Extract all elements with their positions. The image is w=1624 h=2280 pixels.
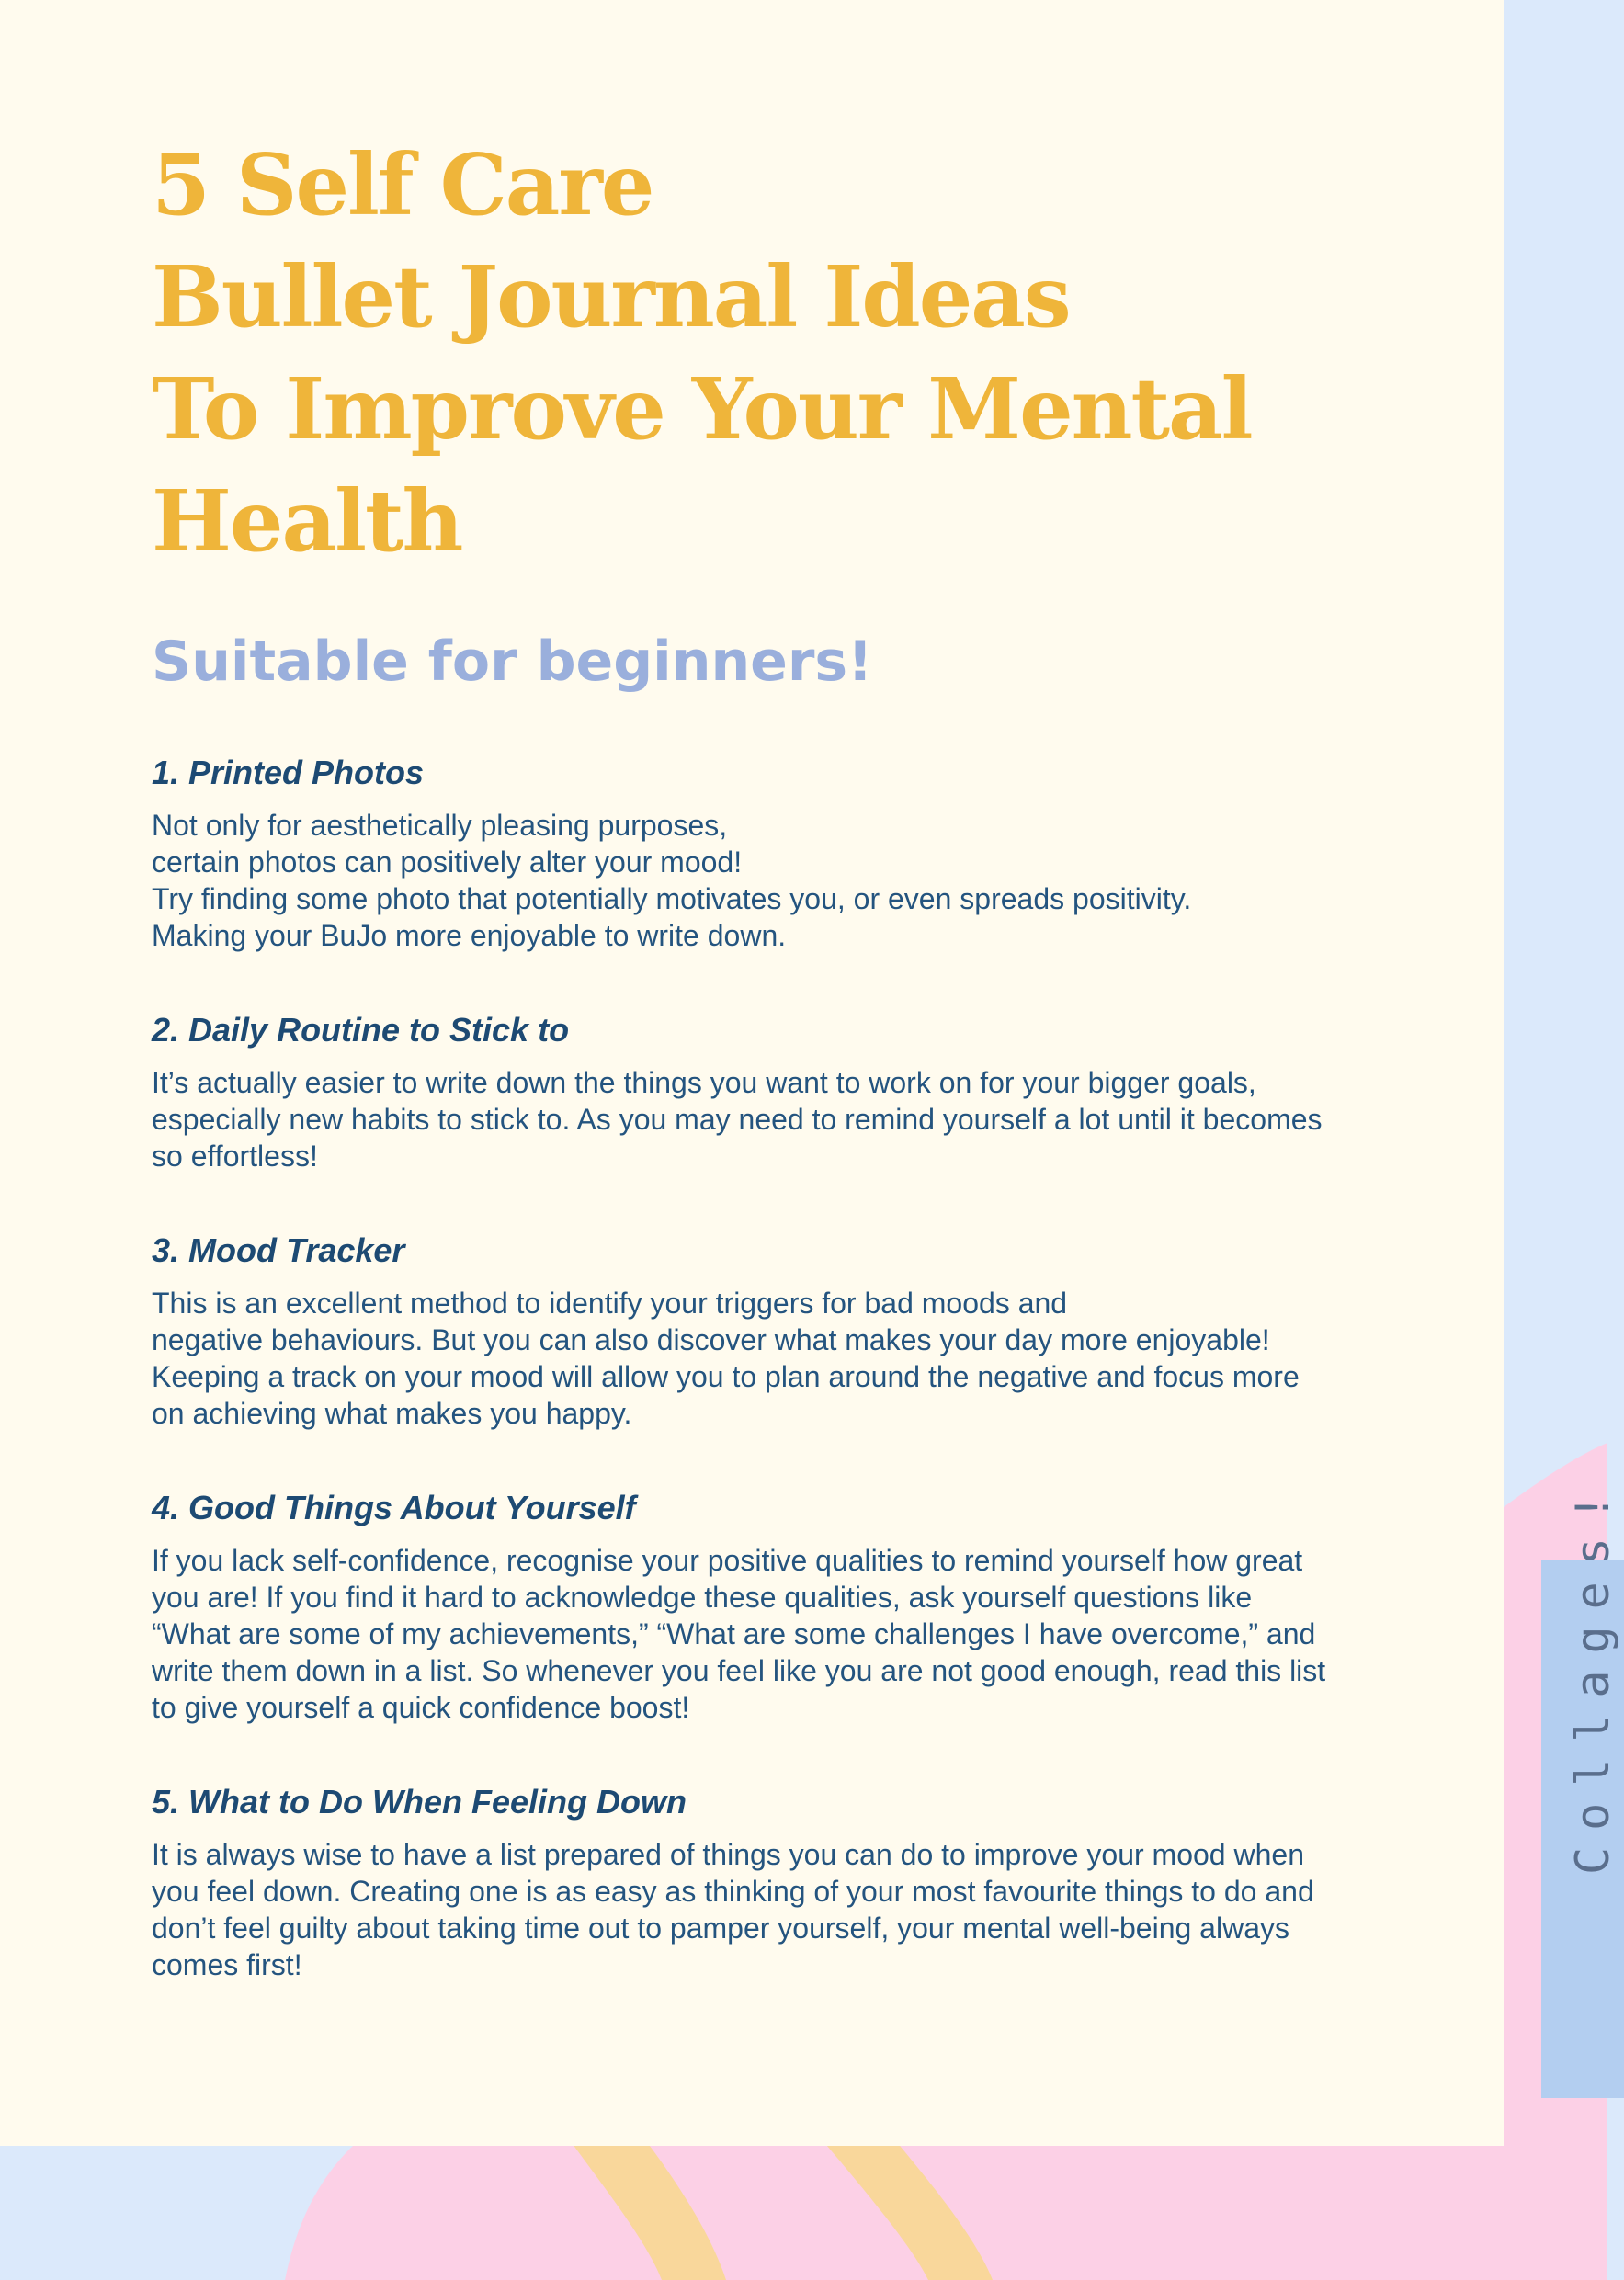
title-line: 5 Self Care xyxy=(152,135,653,234)
body-line: especially new habits to stick to. As you may need to remind yourself a lot until it becomes xyxy=(152,1103,1323,1136)
body-line: This is an excellent method to identify your triggers for bad moods and xyxy=(152,1287,1068,1320)
body-line: It’s actually easier to write down the things you want to work on for your bigger goals, xyxy=(152,1066,1256,1099)
section-heading: 2. Daily Routine to Stick to xyxy=(152,1011,570,1049)
body-line: so effortless! xyxy=(152,1140,318,1173)
page-title xyxy=(152,129,1457,577)
body-line: “What are some of my achievements,” “What are some challenges I have overcome,” and xyxy=(152,1617,1316,1650)
body-line: comes first! xyxy=(152,1948,302,1981)
section-body xyxy=(152,1542,1457,1726)
section-body xyxy=(152,1285,1457,1432)
section-body xyxy=(152,1064,1457,1174)
body-line: Making your BuJo more enjoyable to write down. xyxy=(152,919,787,952)
section-heading: 1. Printed Photos xyxy=(152,754,425,791)
side-tab-label: Collages! xyxy=(1566,1477,1619,1875)
body-line: If you lack self-confidence, recognise your positive qualities to remind yourself how great xyxy=(152,1544,1303,1577)
section-daily-routine xyxy=(152,1007,1457,1174)
body-line: don’t feel guilty about taking time out to pamper yourself, your mental well-being always xyxy=(152,1911,1289,1945)
body-line: negative behaviours. But you can also discover what makes your day more enjoyable! xyxy=(152,1323,1270,1356)
section-heading: 4. Good Things About Yourself xyxy=(152,1489,636,1526)
title-line: Health xyxy=(152,471,462,571)
section-feeling-down xyxy=(152,1779,1457,1983)
section-good-things xyxy=(152,1485,1457,1726)
body-line: to give yourself a quick confidence boost! xyxy=(152,1691,690,1724)
section-heading: 5. What to Do When Feeling Down xyxy=(152,1783,687,1821)
subtitle: Suitable for beginners! xyxy=(152,630,873,694)
body-line: Not only for aesthetically pleasing purposes, xyxy=(152,809,728,842)
body-line: Keeping a track on your mood will allow you to plan around the negative and focus more xyxy=(152,1360,1300,1393)
section-mood-tracker xyxy=(152,1228,1457,1432)
section-heading: 3. Mood Tracker xyxy=(152,1231,405,1269)
body-line: on achieving what makes you happy. xyxy=(152,1397,632,1430)
title-line: To Improve Your Mental xyxy=(152,359,1252,459)
body-line: you are! If you find it hard to acknowledge these qualities, ask yourself questions like xyxy=(152,1581,1253,1614)
section-printed-photos xyxy=(152,750,1457,954)
title-line: Bullet Journal Ideas xyxy=(152,247,1070,346)
body-line: certain photos can positively alter your mood! xyxy=(152,845,743,879)
section-body xyxy=(152,1836,1457,1983)
body-line: write them down in a list. So whenever you feel like you are not good enough, read this list xyxy=(152,1654,1326,1687)
body-line: Try finding some photo that potentially motivates you, or even spreads positivity. xyxy=(152,882,1192,915)
body-line: It is always wise to have a list prepared of things you can do to improve your mood when xyxy=(152,1838,1304,1871)
section-body xyxy=(152,807,1457,954)
body-line: you feel down. Creating one is as easy as thinking of your most favourite things to do and xyxy=(152,1875,1314,1908)
article xyxy=(152,129,1457,1983)
